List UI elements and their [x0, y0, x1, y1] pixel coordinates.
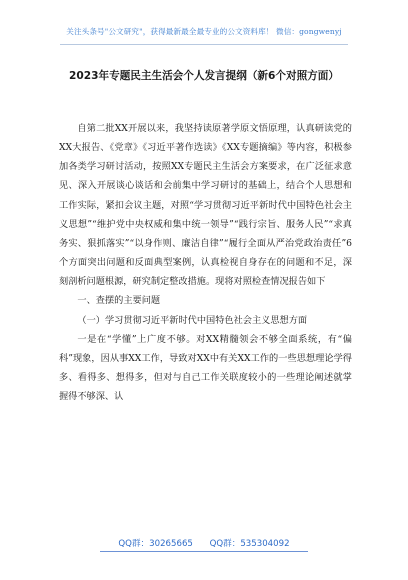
footer-contacts: [0, 537, 408, 549]
footer-qq-group-1: QQ群：30265665: [118, 539, 193, 549]
footer-qq-group-2: QQ群：535304092: [209, 539, 290, 549]
header-banner: 关注头条号"公文研究"，获得最新最全最专业的公文资料库！ 微信：gongwenyj: [66, 27, 342, 36]
intro-paragraph: 自第二批XX开展以来，我坚持读原著学原文悟原理，认真研读党的XX大报告、《党章》《习近平著作选读》《XX专题摘编》等内容，积极参加各类学习研讨活动，按照XX专题民主生活会方案要求，在广泛征求意见、深入开展谈心谈话和会前集中学习研讨的基础上，结合个人思想和工作实际，紧扣会议主题，对照“学习贯彻习近平新时代中国特色社会主义思想”“维护党中央权威和集中统一领导”“践行宗旨、服务人民”“求真务实、狠抓落实”“以身作则、廉洁自律”“履行全面从严治党政治责任”6个方面突出问题和反面典型案例，认真检视自身存在的问题和不足，深刻剖析问题根源，研究制定整改措施。现将对照检查情况报告如下: [59, 123, 352, 288]
header-divider: [60, 44, 348, 45]
document-title: 2023年专题民主生活会个人发言提纲（新6个对照方面）: [69, 70, 339, 82]
subsection-heading: （一）学习贯彻习近平新时代中国特色社会主义思想方面: [77, 314, 308, 326]
point-paragraph: 一是在“学懂”上广度不够。对XX精髓领会不够全面系统，有“偏科”现象，因从事XX工作，导致对XX中有关XX工作的一些思想理论学得多、看得多、想得多，但对与自己工作关联度较小的一些理论阐述就掌握得不够深、认: [59, 333, 352, 403]
document-body: [59, 119, 352, 406]
footer-underline: [100, 551, 308, 552]
section-heading: 一、查摆的主要问题: [77, 295, 161, 307]
